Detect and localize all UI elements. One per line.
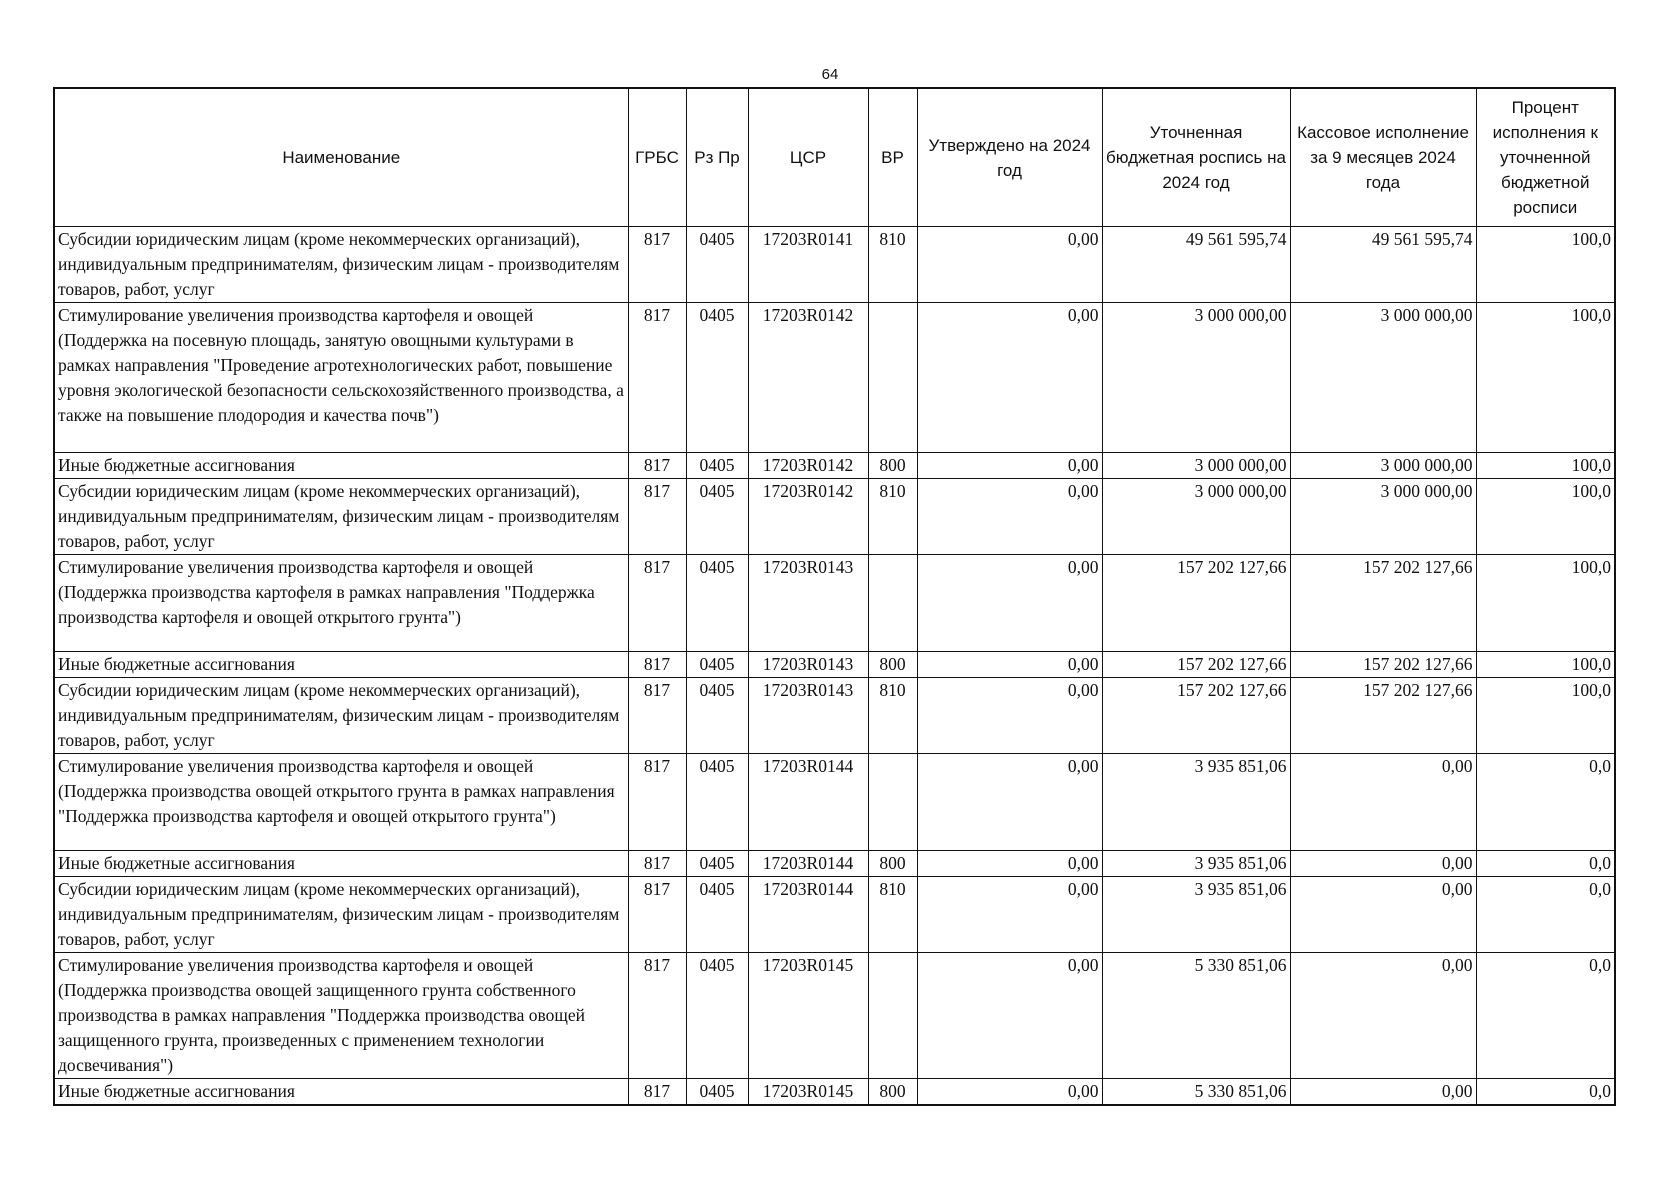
row-vr: 810 bbox=[868, 678, 917, 754]
row-csr: 17203R0144 bbox=[748, 754, 868, 851]
row-rzpr: 0405 bbox=[686, 227, 748, 303]
row-name: Субсидии юридическим лицам (кроме некоммерческих организаций), индивидуальным предпринимателям, физическим лицам - производителям товаров, работ, услуг bbox=[54, 479, 628, 555]
table-row bbox=[54, 877, 1615, 953]
row-name: Иные бюджетные ассигнования bbox=[54, 1079, 628, 1106]
row-rzpr: 0405 bbox=[686, 303, 748, 453]
row-grbs: 817 bbox=[628, 652, 686, 678]
row-percent: 100,0 bbox=[1476, 453, 1615, 479]
row-cash: 0,00 bbox=[1290, 953, 1476, 1079]
row-csr: 17203R0143 bbox=[748, 652, 868, 678]
row-rzpr: 0405 bbox=[686, 877, 748, 953]
row-cash: 3 000 000,00 bbox=[1290, 479, 1476, 555]
row-grbs: 817 bbox=[628, 303, 686, 453]
row-approved: 0,00 bbox=[917, 555, 1102, 652]
table-row bbox=[54, 1079, 1615, 1106]
row-rzpr: 0405 bbox=[686, 678, 748, 754]
row-cash: 3 000 000,00 bbox=[1290, 303, 1476, 453]
row-grbs: 817 bbox=[628, 479, 686, 555]
row-csr: 17203R0141 bbox=[748, 227, 868, 303]
table-row bbox=[54, 678, 1615, 754]
row-rzpr: 0405 bbox=[686, 479, 748, 555]
row-approved: 0,00 bbox=[917, 851, 1102, 877]
row-refined: 5 330 851,06 bbox=[1102, 953, 1290, 1079]
row-approved: 0,00 bbox=[917, 453, 1102, 479]
row-csr: 17203R0145 bbox=[748, 953, 868, 1079]
row-refined: 3 000 000,00 bbox=[1102, 453, 1290, 479]
row-percent: 0,0 bbox=[1476, 754, 1615, 851]
row-vr bbox=[868, 754, 917, 851]
row-approved: 0,00 bbox=[917, 877, 1102, 953]
row-vr: 800 bbox=[868, 1079, 917, 1106]
row-vr bbox=[868, 555, 917, 652]
row-name: Субсидии юридическим лицам (кроме некоммерческих организаций), индивидуальным предпринимателям, физическим лицам - производителям товаров, работ, услуг bbox=[54, 877, 628, 953]
row-name: Иные бюджетные ассигнования bbox=[54, 652, 628, 678]
row-approved: 0,00 bbox=[917, 953, 1102, 1079]
row-rzpr: 0405 bbox=[686, 555, 748, 652]
row-grbs: 817 bbox=[628, 953, 686, 1079]
row-vr bbox=[868, 303, 917, 453]
row-cash: 3 000 000,00 bbox=[1290, 453, 1476, 479]
header-rzpr: Рз Пр bbox=[686, 88, 748, 227]
table-row bbox=[54, 851, 1615, 877]
row-name: Стимулирование увеличения производства картофеля и овощей (Поддержка производства овощей открытого грунта в рамках направления "Поддержка производства картофеля и овощей открытого грунта") bbox=[54, 754, 628, 851]
row-vr: 810 bbox=[868, 479, 917, 555]
row-percent: 0,0 bbox=[1476, 877, 1615, 953]
row-approved: 0,00 bbox=[917, 652, 1102, 678]
row-approved: 0,00 bbox=[917, 227, 1102, 303]
row-refined: 3 935 851,06 bbox=[1102, 851, 1290, 877]
row-name: Иные бюджетные ассигнования bbox=[54, 453, 628, 479]
row-approved: 0,00 bbox=[917, 754, 1102, 851]
header-name: Наименование bbox=[54, 88, 628, 227]
row-cash: 0,00 bbox=[1290, 1079, 1476, 1106]
table-body bbox=[54, 227, 1615, 1106]
row-csr: 17203R0143 bbox=[748, 555, 868, 652]
row-cash: 0,00 bbox=[1290, 877, 1476, 953]
table-row bbox=[54, 754, 1615, 851]
row-percent: 100,0 bbox=[1476, 678, 1615, 754]
header-row bbox=[54, 88, 1615, 227]
page-number: 64 bbox=[821, 66, 839, 83]
table-row bbox=[54, 953, 1615, 1079]
row-vr bbox=[868, 953, 917, 1079]
row-csr: 17203R0144 bbox=[748, 877, 868, 953]
row-percent: 0,0 bbox=[1476, 1079, 1615, 1106]
row-name: Стимулирование увеличения производства картофеля и овощей (Поддержка производства овощей защищенного грунта собственного производства в рамках направления "Поддержка производства овощей защищенного грунта, произведенных с применением технологии досвечивания") bbox=[54, 953, 628, 1079]
table-row bbox=[54, 555, 1615, 652]
row-grbs: 817 bbox=[628, 877, 686, 953]
row-vr: 800 bbox=[868, 652, 917, 678]
header-csr: ЦСР bbox=[748, 88, 868, 227]
row-percent: 100,0 bbox=[1476, 652, 1615, 678]
row-cash: 0,00 bbox=[1290, 754, 1476, 851]
row-csr: 17203R0143 bbox=[748, 678, 868, 754]
header-refined: Уточненная бюджетная роспись на 2024 год bbox=[1102, 88, 1290, 227]
row-approved: 0,00 bbox=[917, 479, 1102, 555]
row-refined: 3 000 000,00 bbox=[1102, 479, 1290, 555]
row-percent: 100,0 bbox=[1476, 479, 1615, 555]
row-name: Стимулирование увеличения производства картофеля и овощей (Поддержка на посевную площадь, занятую овощными культурами в рамках направления "Проведение агротехнологических работ, повышение уровня экологической безопасности сельскохозяйственного производства, а также на повышение плодородия и качества почв") bbox=[54, 303, 628, 453]
row-rzpr: 0405 bbox=[686, 453, 748, 479]
row-name: Субсидии юридическим лицам (кроме некоммерческих организаций), индивидуальным предпринимателям, физическим лицам - производителям товаров, работ, услуг bbox=[54, 227, 628, 303]
row-refined: 49 561 595,74 bbox=[1102, 227, 1290, 303]
row-csr: 17203R0142 bbox=[748, 453, 868, 479]
header-cash: Кассовое исполнение за 9 месяцев 2024 года bbox=[1290, 88, 1476, 227]
row-cash: 157 202 127,66 bbox=[1290, 652, 1476, 678]
row-csr: 17203R0145 bbox=[748, 1079, 868, 1106]
row-csr: 17203R0142 bbox=[748, 303, 868, 453]
table-row bbox=[54, 453, 1615, 479]
row-vr: 810 bbox=[868, 227, 917, 303]
row-grbs: 817 bbox=[628, 555, 686, 652]
row-refined: 3 000 000,00 bbox=[1102, 303, 1290, 453]
row-grbs: 817 bbox=[628, 453, 686, 479]
row-rzpr: 0405 bbox=[686, 953, 748, 1079]
budget-table bbox=[53, 87, 1616, 1106]
row-name: Стимулирование увеличения производства картофеля и овощей (Поддержка производства картофеля в рамках направления "Поддержка производства картофеля и овощей открытого грунта") bbox=[54, 555, 628, 652]
row-vr: 810 bbox=[868, 877, 917, 953]
header-vr: ВР bbox=[868, 88, 917, 227]
row-grbs: 817 bbox=[628, 754, 686, 851]
row-rzpr: 0405 bbox=[686, 754, 748, 851]
row-approved: 0,00 bbox=[917, 1079, 1102, 1106]
row-rzpr: 0405 bbox=[686, 652, 748, 678]
row-refined: 157 202 127,66 bbox=[1102, 652, 1290, 678]
row-rzpr: 0405 bbox=[686, 851, 748, 877]
row-percent: 100,0 bbox=[1476, 227, 1615, 303]
row-percent: 100,0 bbox=[1476, 303, 1615, 453]
row-grbs: 817 bbox=[628, 851, 686, 877]
row-percent: 100,0 bbox=[1476, 555, 1615, 652]
header-approved: Утверждено на 2024 год bbox=[917, 88, 1102, 227]
row-csr: 17203R0142 bbox=[748, 479, 868, 555]
row-vr: 800 bbox=[868, 851, 917, 877]
header-grbs: ГРБС bbox=[628, 88, 686, 227]
row-grbs: 817 bbox=[628, 227, 686, 303]
row-csr: 17203R0144 bbox=[748, 851, 868, 877]
row-refined: 5 330 851,06 bbox=[1102, 1079, 1290, 1106]
row-percent: 0,0 bbox=[1476, 953, 1615, 1079]
table-row bbox=[54, 652, 1615, 678]
row-name: Субсидии юридическим лицам (кроме некоммерческих организаций), индивидуальным предпринимателям, физическим лицам - производителям товаров, работ, услуг bbox=[54, 678, 628, 754]
table-row bbox=[54, 303, 1615, 453]
row-name: Иные бюджетные ассигнования bbox=[54, 851, 628, 877]
header-percent: Процент исполнения к уточненной бюджетной росписи bbox=[1476, 88, 1615, 227]
row-refined: 3 935 851,06 bbox=[1102, 754, 1290, 851]
row-refined: 3 935 851,06 bbox=[1102, 877, 1290, 953]
table-row bbox=[54, 227, 1615, 303]
row-grbs: 817 bbox=[628, 678, 686, 754]
row-approved: 0,00 bbox=[917, 678, 1102, 754]
row-refined: 157 202 127,66 bbox=[1102, 678, 1290, 754]
row-percent: 0,0 bbox=[1476, 851, 1615, 877]
row-cash: 157 202 127,66 bbox=[1290, 678, 1476, 754]
table-row bbox=[54, 479, 1615, 555]
row-refined: 157 202 127,66 bbox=[1102, 555, 1290, 652]
row-grbs: 817 bbox=[628, 1079, 686, 1106]
row-cash: 157 202 127,66 bbox=[1290, 555, 1476, 652]
row-cash: 49 561 595,74 bbox=[1290, 227, 1476, 303]
row-cash: 0,00 bbox=[1290, 851, 1476, 877]
row-rzpr: 0405 bbox=[686, 1079, 748, 1106]
row-approved: 0,00 bbox=[917, 303, 1102, 453]
row-vr: 800 bbox=[868, 453, 917, 479]
